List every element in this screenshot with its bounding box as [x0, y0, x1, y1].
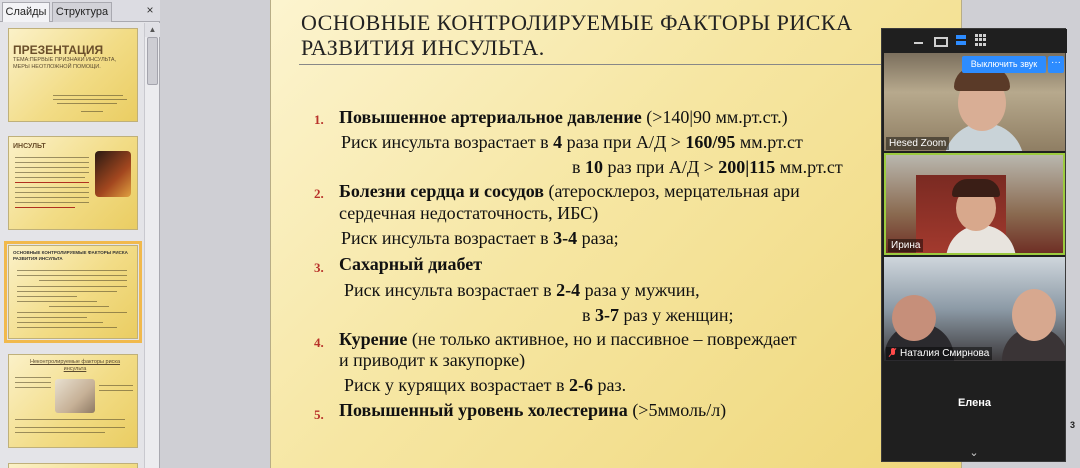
thumbnail-text-line [15, 377, 51, 378]
item-number: 4. [314, 335, 324, 350]
slide-title: ОСНОВНЫЕ КОНТРОЛИРУЕМЫЕ ФАКТОРЫ РИСКА РАЗВИТИЯ ИНСУЛЬТА. [301, 10, 853, 60]
thumbnail-view-icon[interactable] [932, 34, 946, 46]
participant-name: Ирина [888, 239, 923, 252]
zoom-toolbar [882, 29, 1067, 53]
participant-name: Елена [957, 397, 992, 409]
risk-item-2: Болезни сердца и сосудов (атеросклероз, мерцательная ари [339, 181, 800, 201]
chevron-down-icon[interactable]: ⌄ [969, 447, 979, 459]
thumbnail-text-line [17, 301, 97, 302]
slide-thumbnail-5[interactable] [8, 463, 138, 468]
thumbnail-text-line [99, 390, 133, 391]
thumbnail-text-line [15, 172, 89, 173]
thumbnail-text-line [17, 317, 87, 318]
video-tile-irina[interactable] [884, 153, 1065, 255]
video-tile-elena[interactable] [884, 363, 1065, 443]
item-number: 2. [314, 186, 324, 201]
scrollbar-thumb[interactable] [147, 37, 158, 85]
minimize-icon[interactable] [912, 34, 926, 46]
slide-thumbnail-3[interactable] [8, 245, 138, 339]
tab-slides[interactable]: Слайды [2, 2, 50, 22]
thumbnail-text-line [49, 306, 109, 307]
risk-line: Риск инсульта возрастает в 3-4 раза; [341, 228, 619, 248]
slide-thumbnail-2[interactable] [8, 136, 138, 230]
tab-outline[interactable]: Структура [52, 2, 112, 22]
slide-thumbnail-4[interactable] [8, 354, 138, 448]
participant-face [1012, 289, 1056, 341]
participant-face [892, 295, 936, 341]
title-divider [299, 64, 915, 65]
participant-hair [952, 179, 1000, 197]
thumbnail-text-line [53, 99, 127, 100]
thumbnail-text-line [17, 327, 117, 328]
thumbnail-text-line [17, 270, 127, 271]
thumbnail-text-line [15, 197, 89, 198]
thumbnail-text-line [15, 207, 75, 208]
thumbnail-image [95, 151, 131, 197]
thumbnail-text-line [15, 419, 125, 420]
item-number: 1. [314, 112, 324, 127]
thumbnail-text-line [15, 192, 89, 193]
zoom-video-panel [881, 28, 1066, 462]
microphone-muted-icon [889, 348, 897, 357]
risk-line: в 3-7 раз у женщин; [582, 305, 734, 325]
thumbnail-text-line [81, 111, 103, 112]
item-number: 5. [314, 407, 324, 422]
thumbnail-text-line [15, 387, 51, 388]
thumbnail-image [55, 379, 95, 413]
risk-line: в 10 раз при А/Д > 200|115 мм.рт.ст [572, 157, 843, 177]
risk-line: Риск инсульта возрастает в 2-4 раза у мужчин, [344, 280, 700, 300]
more-options-button[interactable]: ··· [1048, 56, 1064, 73]
thumbnail-text-line [17, 322, 103, 323]
participant-name: Hesed Zoom [886, 137, 949, 150]
thumbnail-subtitle: ТЕМА:ПЕРВЫЕ ПРИЗНАКИ ИНСУЛЬТА, МЕРЫ НЕОТЛОЖНОЙ ПОМОЩИ. [13, 57, 117, 70]
thumbnail-text-line [15, 427, 125, 428]
thumbnail-text-line [15, 382, 51, 383]
thumbnail-text-line [15, 157, 89, 158]
thumbnail-text-line [15, 432, 105, 433]
slide-thumbnail-1[interactable] [8, 28, 138, 122]
risk-line: сердечная недостаточность, ИБС) [339, 203, 599, 223]
thumbnail-text-line [99, 385, 133, 386]
thumbnail-text-line [15, 177, 85, 178]
scroll-up-icon[interactable]: ▲ [145, 23, 160, 37]
video-tile-hesed-zoom[interactable] [884, 53, 1065, 151]
risk-item-5: Повышенный уровень холестерина (>5ммоль/л) [339, 400, 727, 420]
thumbnail-text-line [15, 167, 89, 168]
thumbnail-text-line [15, 182, 89, 183]
risk-item-1: Повышенное артериальное давление (>140|90 мм.рт.ст.) [339, 107, 788, 127]
thumbnail-text-line [15, 202, 89, 203]
risk-line: Риск инсульта возрастает в 4 раза при А/Д > 160/95 мм.рт.ст [341, 132, 803, 152]
slide-thumbnails [0, 23, 144, 468]
page-number: 3 [1070, 420, 1076, 430]
slides-scrollbar[interactable] [144, 23, 159, 468]
gallery-view-icon[interactable] [975, 34, 989, 46]
thumbnail-text-line [17, 286, 127, 287]
thumbnail-text-line [15, 187, 89, 188]
risk-line: и приводит к закупорке) [339, 350, 526, 370]
close-icon[interactable]: × [146, 3, 154, 17]
panel-tabs [0, 0, 160, 22]
item-number: 3. [314, 260, 324, 275]
thumbnail-text-line [57, 103, 117, 104]
risk-item-3: Сахарный диабет [339, 254, 483, 274]
thumbnail-text-line [17, 275, 127, 276]
risk-item-4: Курение (не только активное, но и пассивное – повреждает [339, 329, 797, 349]
slides-panel [0, 0, 160, 468]
thumbnail-text-line [15, 162, 89, 163]
current-slide[interactable] [270, 0, 962, 468]
thumbnail-text-line [17, 291, 117, 292]
thumbnail-title: ИНСУЛЬТ [13, 143, 46, 150]
mute-audio-button[interactable]: Выключить звук [962, 56, 1046, 73]
thumbnail-title: ОСНОВНЫЕ КОНТРОЛИРУЕМЫЕ ФАКТОРЫ РИСКА РАЗВИТИЯ ИНСУЛЬТА [13, 250, 128, 261]
thumbnail-text-line [39, 280, 127, 281]
thumbnail-title: ПРЕЗЕНТАЦИЯ [13, 43, 104, 57]
thumbnail-text-line [53, 95, 123, 96]
risk-line: Риск у курящих возрастает в 2-6 раз. [344, 375, 627, 395]
video-tile-natalia-smirnova[interactable] [884, 257, 1065, 361]
thumbnail-text-line [17, 296, 77, 297]
thumbnail-title: Неконтролируемые факторы риска инсульта [29, 359, 121, 372]
thumbnail-text-line [17, 312, 127, 313]
participant-name: Наталия Смирнова [886, 347, 992, 360]
speaker-view-icon[interactable] [954, 34, 968, 46]
